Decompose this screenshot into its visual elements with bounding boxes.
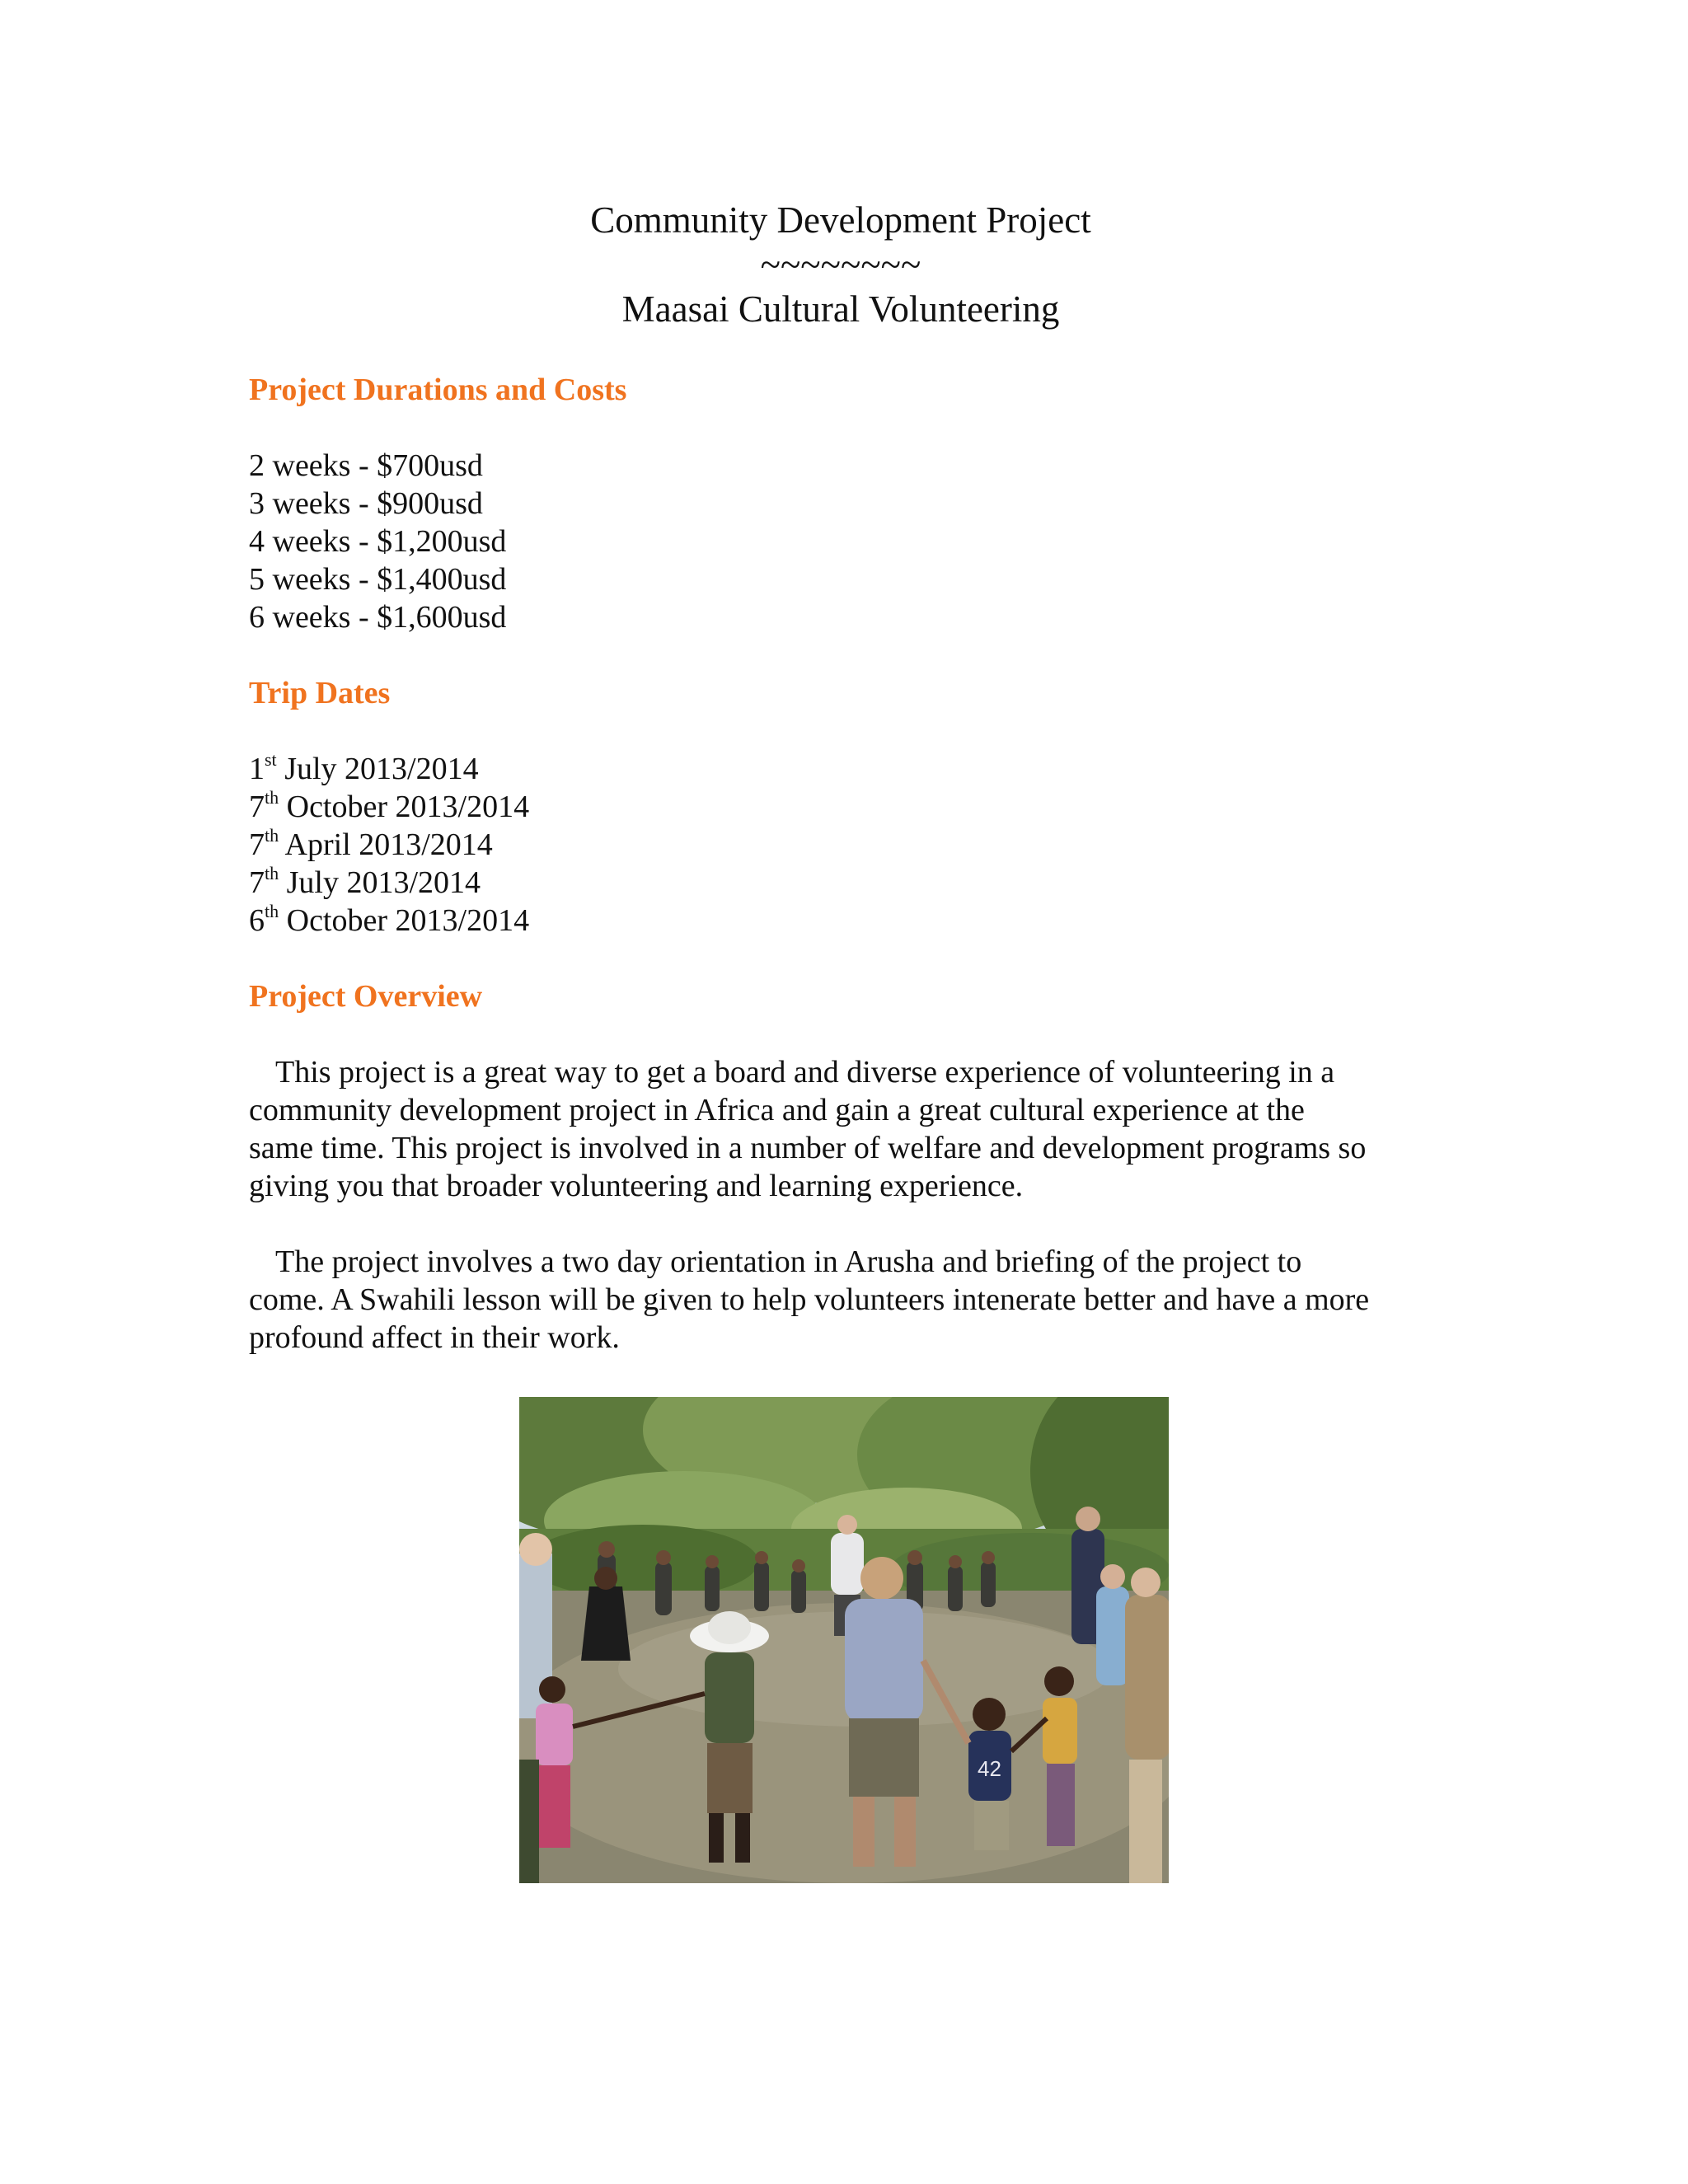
page-title: Community Development Project (590, 199, 1091, 241)
duration-item: 5 weeks - $1,400usd (249, 562, 507, 597)
title-separator: ~~~~~~~~ (760, 244, 921, 285)
trip-dates-heading: Trip Dates (249, 676, 391, 710)
paragraph-line: giving you that broader volunteering and learning experience. (249, 1169, 1024, 1203)
overview-heading: Project Overview (249, 979, 483, 1014)
trip-date-item: 7th July 2013/2014 (249, 863, 481, 900)
paragraph-line: profound affect in their work. (249, 1320, 620, 1355)
svg-text:42: 42 (978, 1756, 1001, 1781)
paragraph-line: community development project in Africa and gain a great cultural experience at the (249, 1093, 1305, 1127)
overview-paragraph-2 (249, 1243, 1452, 1357)
overview-paragraph-1 (249, 1053, 1452, 1205)
document-body (249, 371, 1452, 1357)
duration-item: 4 weeks - $1,200usd (249, 524, 507, 559)
durations-list (249, 447, 1452, 636)
durations-heading: Project Durations and Costs (249, 373, 627, 407)
trip-dates-list (249, 750, 1452, 940)
volunteers-photo (519, 1397, 1169, 1883)
duration-item: 2 weeks - $700usd (249, 448, 483, 483)
page-subtitle: Maasai Cultural Volunteering (621, 288, 1060, 330)
paragraph-line: same time. This project is involved in a number of welfare and development programs so (249, 1131, 1367, 1165)
paragraph-line: come. A Swahili lesson will be given to help volunteers intenerate better and have a more (249, 1282, 1370, 1317)
trip-date-item: 7th October 2013/2014 (249, 787, 530, 824)
trip-date-item: 6th October 2013/2014 (249, 901, 530, 938)
duration-item: 6 weeks - $1,600usd (249, 600, 507, 635)
duration-item: 3 weeks - $900usd (249, 486, 483, 521)
trip-date-item: 1st July 2013/2014 (249, 749, 479, 786)
trip-date-item: 7th April 2013/2014 (249, 825, 493, 862)
title-block (0, 198, 1681, 331)
paragraph-line: This project is a great way to get a board and diverse experience of volunteering in a (275, 1055, 1335, 1090)
paragraph-line: The project involves a two day orientation in Arusha and briefing of the project to (275, 1244, 1302, 1279)
